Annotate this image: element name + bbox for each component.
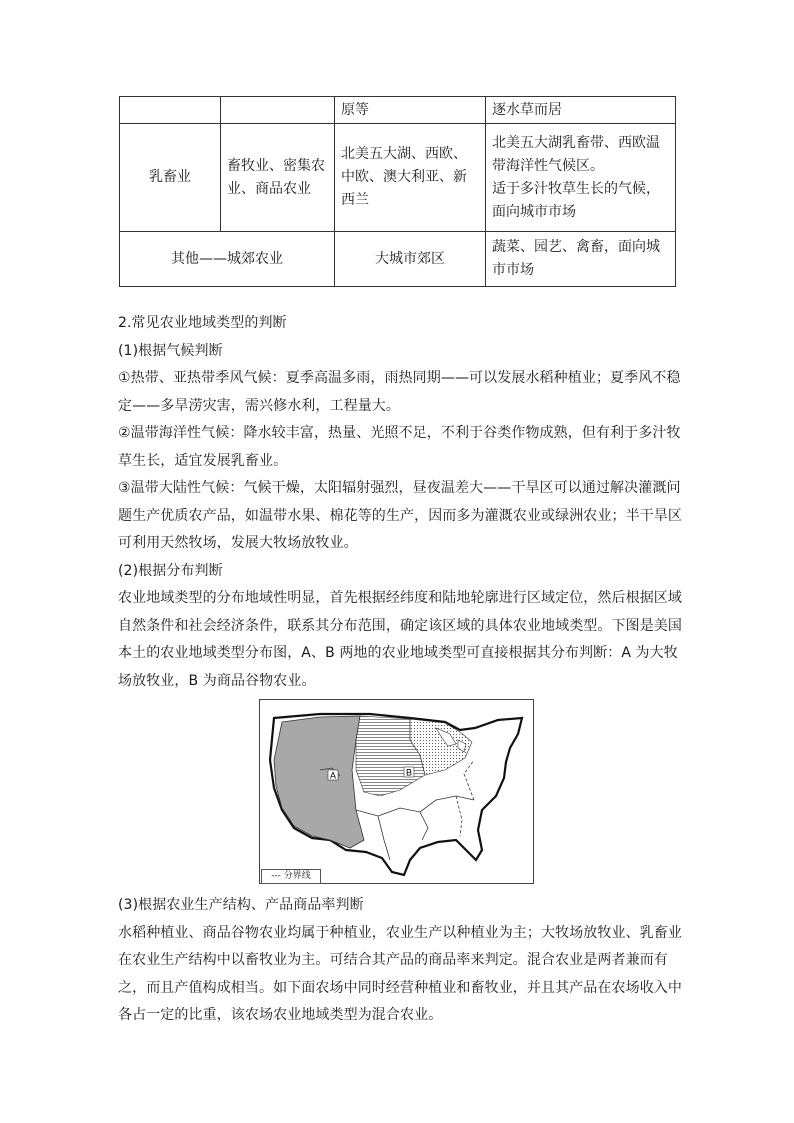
table-cell: 原等 bbox=[335, 97, 486, 124]
table-cell-regions: 大城市郊区 bbox=[335, 232, 486, 287]
map-legend: --- 分界线 bbox=[261, 869, 321, 884]
subsection-title: (2)根据分布判断 bbox=[118, 562, 223, 579]
table-cell-type: 其他——城郊农业 bbox=[120, 232, 335, 287]
table-cell-conditions bbox=[486, 124, 676, 232]
table-cell bbox=[120, 97, 221, 124]
table-row bbox=[120, 232, 676, 287]
table-cell-features: 畜牧业、密集农业、商品农业 bbox=[221, 124, 335, 232]
paragraph: ①热带、亚热带季风气候：夏季高温多雨，雨热同期——可以发展水稻种植业；夏季风不稳定——多旱涝灾害，需兴修水利，工程量大。 bbox=[118, 370, 681, 414]
conditions-line: 北美五大湖乳畜带、西欧温带海洋性气候区。 bbox=[492, 134, 660, 174]
table-cell bbox=[221, 97, 335, 124]
paragraph: ③温带大陆性气候：气候干燥，太阳辐射强烈，昼夜温差大——干旱区可以通过解决灌溉问题生产优质农产品，如温带水果、棉花等的生产，因而多为灌溉农业或绿洲农业；半干旱区可利用天然牧场，发展大牧场放牧业。 bbox=[118, 480, 682, 551]
table-cell-conditions: 蔬菜、园艺、禽畜，面向城市市场 bbox=[486, 232, 676, 287]
label-b: B bbox=[405, 767, 413, 778]
paragraph: 农业地域类型的分布地域性明显，首先根据经纬度和陆地轮廓进行区域定位，然后根据区域自然条件和社会经济条件，联系其分布范围，确定该区域的具体农业地域类型。下图是美国本土的农业地域类型分布图，A、B 两地的农业地域类型可直接根据其分布判断：A 为大牧场放牧业，B 为商品谷物农业。 bbox=[118, 590, 682, 689]
section-2-3 bbox=[118, 892, 684, 1030]
map-figure bbox=[260, 700, 533, 883]
table-cell-type: 乳畜业 bbox=[120, 124, 221, 232]
agriculture-table bbox=[119, 96, 676, 287]
paragraph: 水稻种植业、商品谷物农业均属于种植业，农业生产以种植业为主；大牧场放牧业、乳畜业在农业生产结构中以畜牧业为主。可结合其产品的商品率来判定。混合农业是两者兼而有之，而且产值构成相当。如下面农场中同时经营种植业和畜牧业，并且其产品在农场收入中各占一定的比重，该农场农业地域类型为混合农业。 bbox=[118, 924, 682, 1023]
paragraph: ②温带海洋性气候：降水较丰富，热量、光照不足，不利于谷类作物成熟，但有利于多汁牧草生长，适宜发展乳畜业。 bbox=[118, 425, 681, 469]
section-2 bbox=[118, 310, 684, 695]
section-title: 2.常见农业地域类型的判断 bbox=[118, 315, 287, 331]
label-a: A bbox=[329, 770, 337, 781]
us-agriculture-map bbox=[259, 699, 534, 884]
table-row bbox=[120, 124, 676, 232]
subsection-title: (1)根据气候判断 bbox=[118, 342, 223, 359]
table-cell-regions: 北美五大湖、西欧、中欧、澳大利亚、新西兰 bbox=[335, 124, 486, 232]
table-cell: 逐水草而居 bbox=[486, 97, 676, 124]
table-row bbox=[120, 97, 676, 124]
subsection-title: (3)根据农业生产结构、产品商品率判断 bbox=[118, 897, 364, 913]
conditions-line: 适于多汁牧草生长的气候，面向城市市场 bbox=[492, 180, 660, 220]
region-a bbox=[274, 716, 364, 848]
